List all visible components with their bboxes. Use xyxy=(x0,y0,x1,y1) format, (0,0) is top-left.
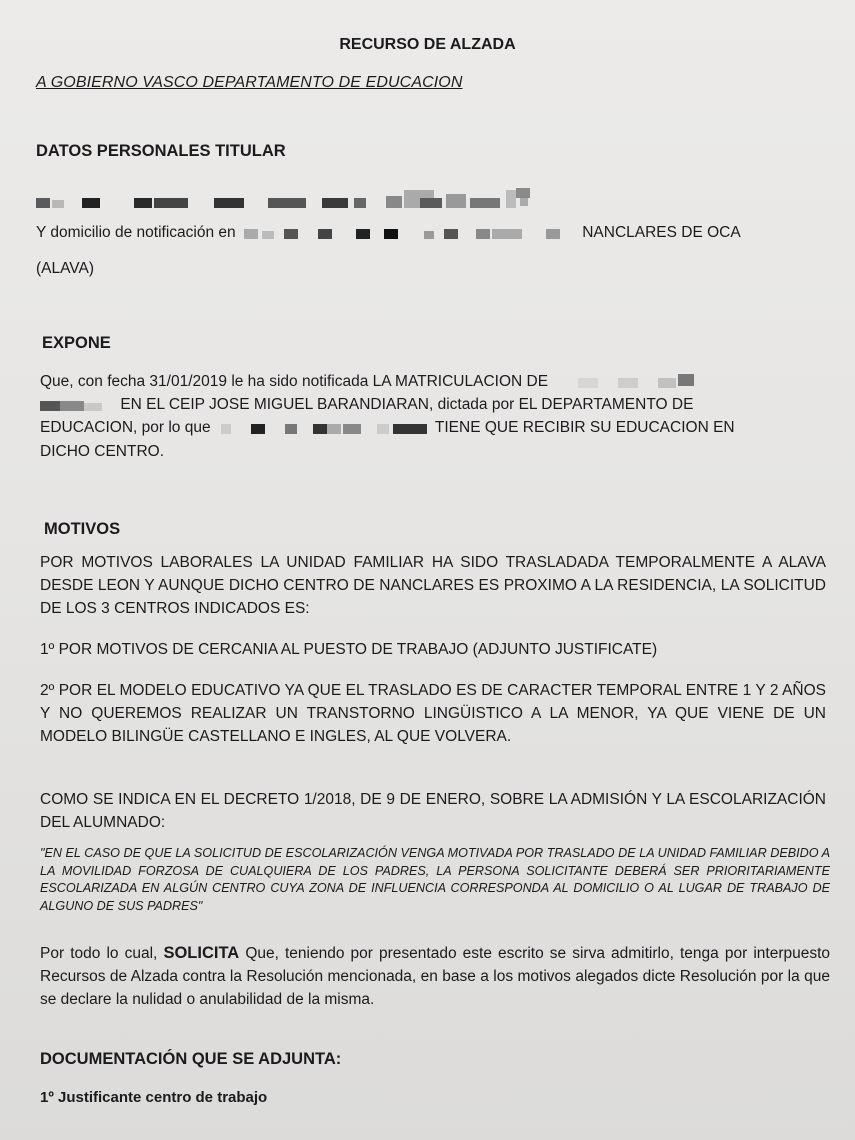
domicilio-city: NANCLARES DE OCA xyxy=(582,224,741,241)
domicilio-label: Y domicilio de notificación en xyxy=(36,224,236,241)
solicita-text: Que, teniendo por presentado este escrito se sirva admitirlo, tenga por interpuesto Recursos de Alzada contra la Resolución mencionada, en base a los motivos alegados dicte Resolución por la que se declare la nulidad o anulabilidad de la misma. xyxy=(40,945,831,1008)
domicilio-line xyxy=(36,221,826,244)
documentacion-item-1: 1º Justificante centro de trabajo xyxy=(40,1089,268,1106)
domicilio-province: (ALAVA) xyxy=(36,260,94,277)
motivos-paragraph-1: POR MOTIVOS LABORALES LA UNIDAD FAMILIAR HA SIDO TRASLADADA TEMPORALMENTE A ALAVA DESDE LEON Y AUNQUE DICHO CENTRO DE NANCLARES ES PROXIMO A LA RESIDENCIA, LA SOLICITUD DE LOS 3 CENTROS INDICADOS ES: xyxy=(40,554,826,617)
solicita-lead: Por todo lo cual, xyxy=(40,945,158,962)
documentacion-heading: DOCUMENTACIÓN QUE SE ADJUNTA: xyxy=(40,1050,342,1068)
redacted-address xyxy=(244,225,574,241)
document-title: RECURSO DE ALZADA xyxy=(339,36,516,53)
expone-text-3b: TIENE QUE RECIBIR SU EDUCACION EN xyxy=(434,419,735,436)
expone-line-2 xyxy=(40,393,830,416)
expone-heading: EXPONE xyxy=(42,334,111,352)
redacted-student-name xyxy=(558,374,698,390)
motivos-paragraph-3: 2º POR EL MODELO EDUCATIVO YA QUE EL TRASLADO ES DE CARACTER TEMPORAL ENTRE 1 Y 2 AÑOS Y NO QUEREMOS REALIZAR UN TRANSTORNO LINGÜISTICO A LA MENOR, YA QUE VIENE DE UN MODELO BILINGÜE CASTELLANO E INGLES, AL QUE VOLVERA. xyxy=(40,682,826,745)
redacted-name-pixels xyxy=(36,188,596,212)
expone-line-4: DICHO CENTRO. xyxy=(40,443,164,460)
decree-quote: "EN EL CASO DE QUE LA SOLICITUD DE ESCOLARIZACIÓN VENGA MOTIVADA POR TRASLADO DE LA UNIDAD FAMILIAR DEBIDO A LA MOVILIDAD FORZOSA DE CUALQUIERA DE LOS PADRES, LA PERSONA SOLICITANTE DEBERÁ SER PRIORITARIAMENTE ESCOLARIZADA EN ALGÚN CENTRO CUYA ZONA DE INFLUENCIA CORRESPONDA AL DOMICILIO O AL LUGAR DE TRABAJO DE ALGUNO DE SUS PADRES" xyxy=(40,846,830,913)
expone-line-3 xyxy=(40,416,830,439)
solicita-paragraph xyxy=(40,942,830,1011)
redacted-name xyxy=(36,188,596,212)
redacted-student-reference xyxy=(217,420,429,436)
expone-text-3a: EDUCACION, por lo que xyxy=(40,419,211,436)
motivos-paragraph-2: 1º POR MOTIVOS DE CERCANIA AL PUESTO DE TRABAJO (ADJUNTO JUSTIFICATE) xyxy=(40,641,658,658)
datos-heading: DATOS PERSONALES TITULAR xyxy=(36,142,286,160)
solicita-keyword: SOLICITA xyxy=(163,944,240,962)
redacted-student-surname xyxy=(40,397,110,413)
expone-text-2: EN EL CEIP JOSE MIGUEL BARANDIARAN, dictada por EL DEPARTAMENTO DE xyxy=(120,396,694,413)
motivos-heading: MOTIVOS xyxy=(44,520,121,538)
motivos-paragraph-4: COMO SE INDICA EN EL DECRETO 1/2018, DE 9 DE ENERO, SOBRE LA ADMISIÓN Y LA ESCOLARIZACIÓN DEL ALUMNADO: xyxy=(40,791,826,831)
addressee-line: A GOBIERNO VASCO DEPARTAMENTO DE EDUCACION xyxy=(36,74,463,91)
expone-line-1 xyxy=(40,370,830,393)
expone-text-1: Que, con fecha 31/01/2019 le ha sido notificada LA MATRICULACION DE xyxy=(40,373,549,390)
